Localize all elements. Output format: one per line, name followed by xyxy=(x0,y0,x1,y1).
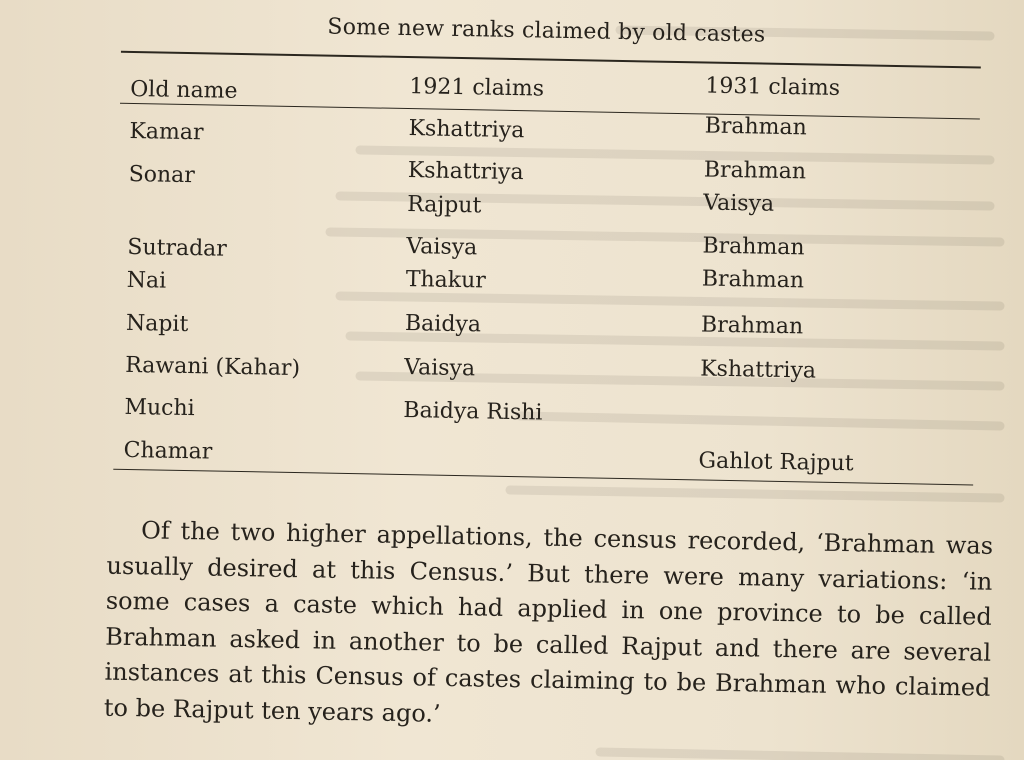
claim-1921-cell: Baidya Rishi xyxy=(403,398,543,426)
paragraph-text: Of the two higher appellations, the census recorded, ‘Brahman was usually desired at this Census.’ But there were many variations: ‘in some cases a caste which had applied in one province to be called Brahman asked in another to be called Rajput and there are several instances at this Census of castes claiming to be Brahman who claimed to be Rajput ten years ago.’ xyxy=(103,516,994,728)
claim-1931-cell: Gahlot Rajput xyxy=(698,448,854,477)
old-name-cell: Nai xyxy=(126,267,167,294)
claim-1931-cell: Kshattriya xyxy=(700,356,817,384)
claim-1921-cell: Rajput xyxy=(406,192,482,219)
body-paragraph xyxy=(104,513,994,742)
old-name-cell: Kamar xyxy=(129,118,204,146)
claim-1931-cell: Brahman xyxy=(702,233,805,261)
claim-1921-cell: Kshattriya xyxy=(408,116,525,144)
claim-1931-cell: Brahman xyxy=(703,157,807,185)
claim-1921-cell: Vaisya xyxy=(403,355,476,382)
header-rule xyxy=(120,103,980,120)
claim-1921-cell: Baidya xyxy=(404,311,482,338)
old-name-cell: Sonar xyxy=(128,161,196,189)
claim-1921-cell: Kshattriya xyxy=(407,158,524,186)
old-name-cell: Rawani (Kahar) xyxy=(124,352,301,382)
claim-1931-cell: Brahman xyxy=(704,113,808,141)
header-old-name: Old name xyxy=(130,76,238,104)
old-name-cell: Muchi xyxy=(124,394,195,422)
table-title: Some new ranks claimed by old castes xyxy=(327,14,766,48)
table-top-rule xyxy=(121,51,981,69)
claim-1931-cell: Brahman xyxy=(700,312,804,340)
header-1921-claims: 1921 claims xyxy=(409,74,545,102)
claim-1921-cell: Vaisya xyxy=(406,234,478,261)
header-1931-claims: 1931 claims xyxy=(705,73,841,101)
old-name-cell: Sutradar xyxy=(127,234,228,262)
old-name-cell: Napit xyxy=(125,310,189,338)
claim-1921-cell: Thakur xyxy=(405,267,487,294)
claim-1931-cell: Brahman xyxy=(701,266,805,294)
claim-1931-cell: Vaisya xyxy=(703,190,775,217)
old-name-cell: Chamar xyxy=(123,437,213,465)
